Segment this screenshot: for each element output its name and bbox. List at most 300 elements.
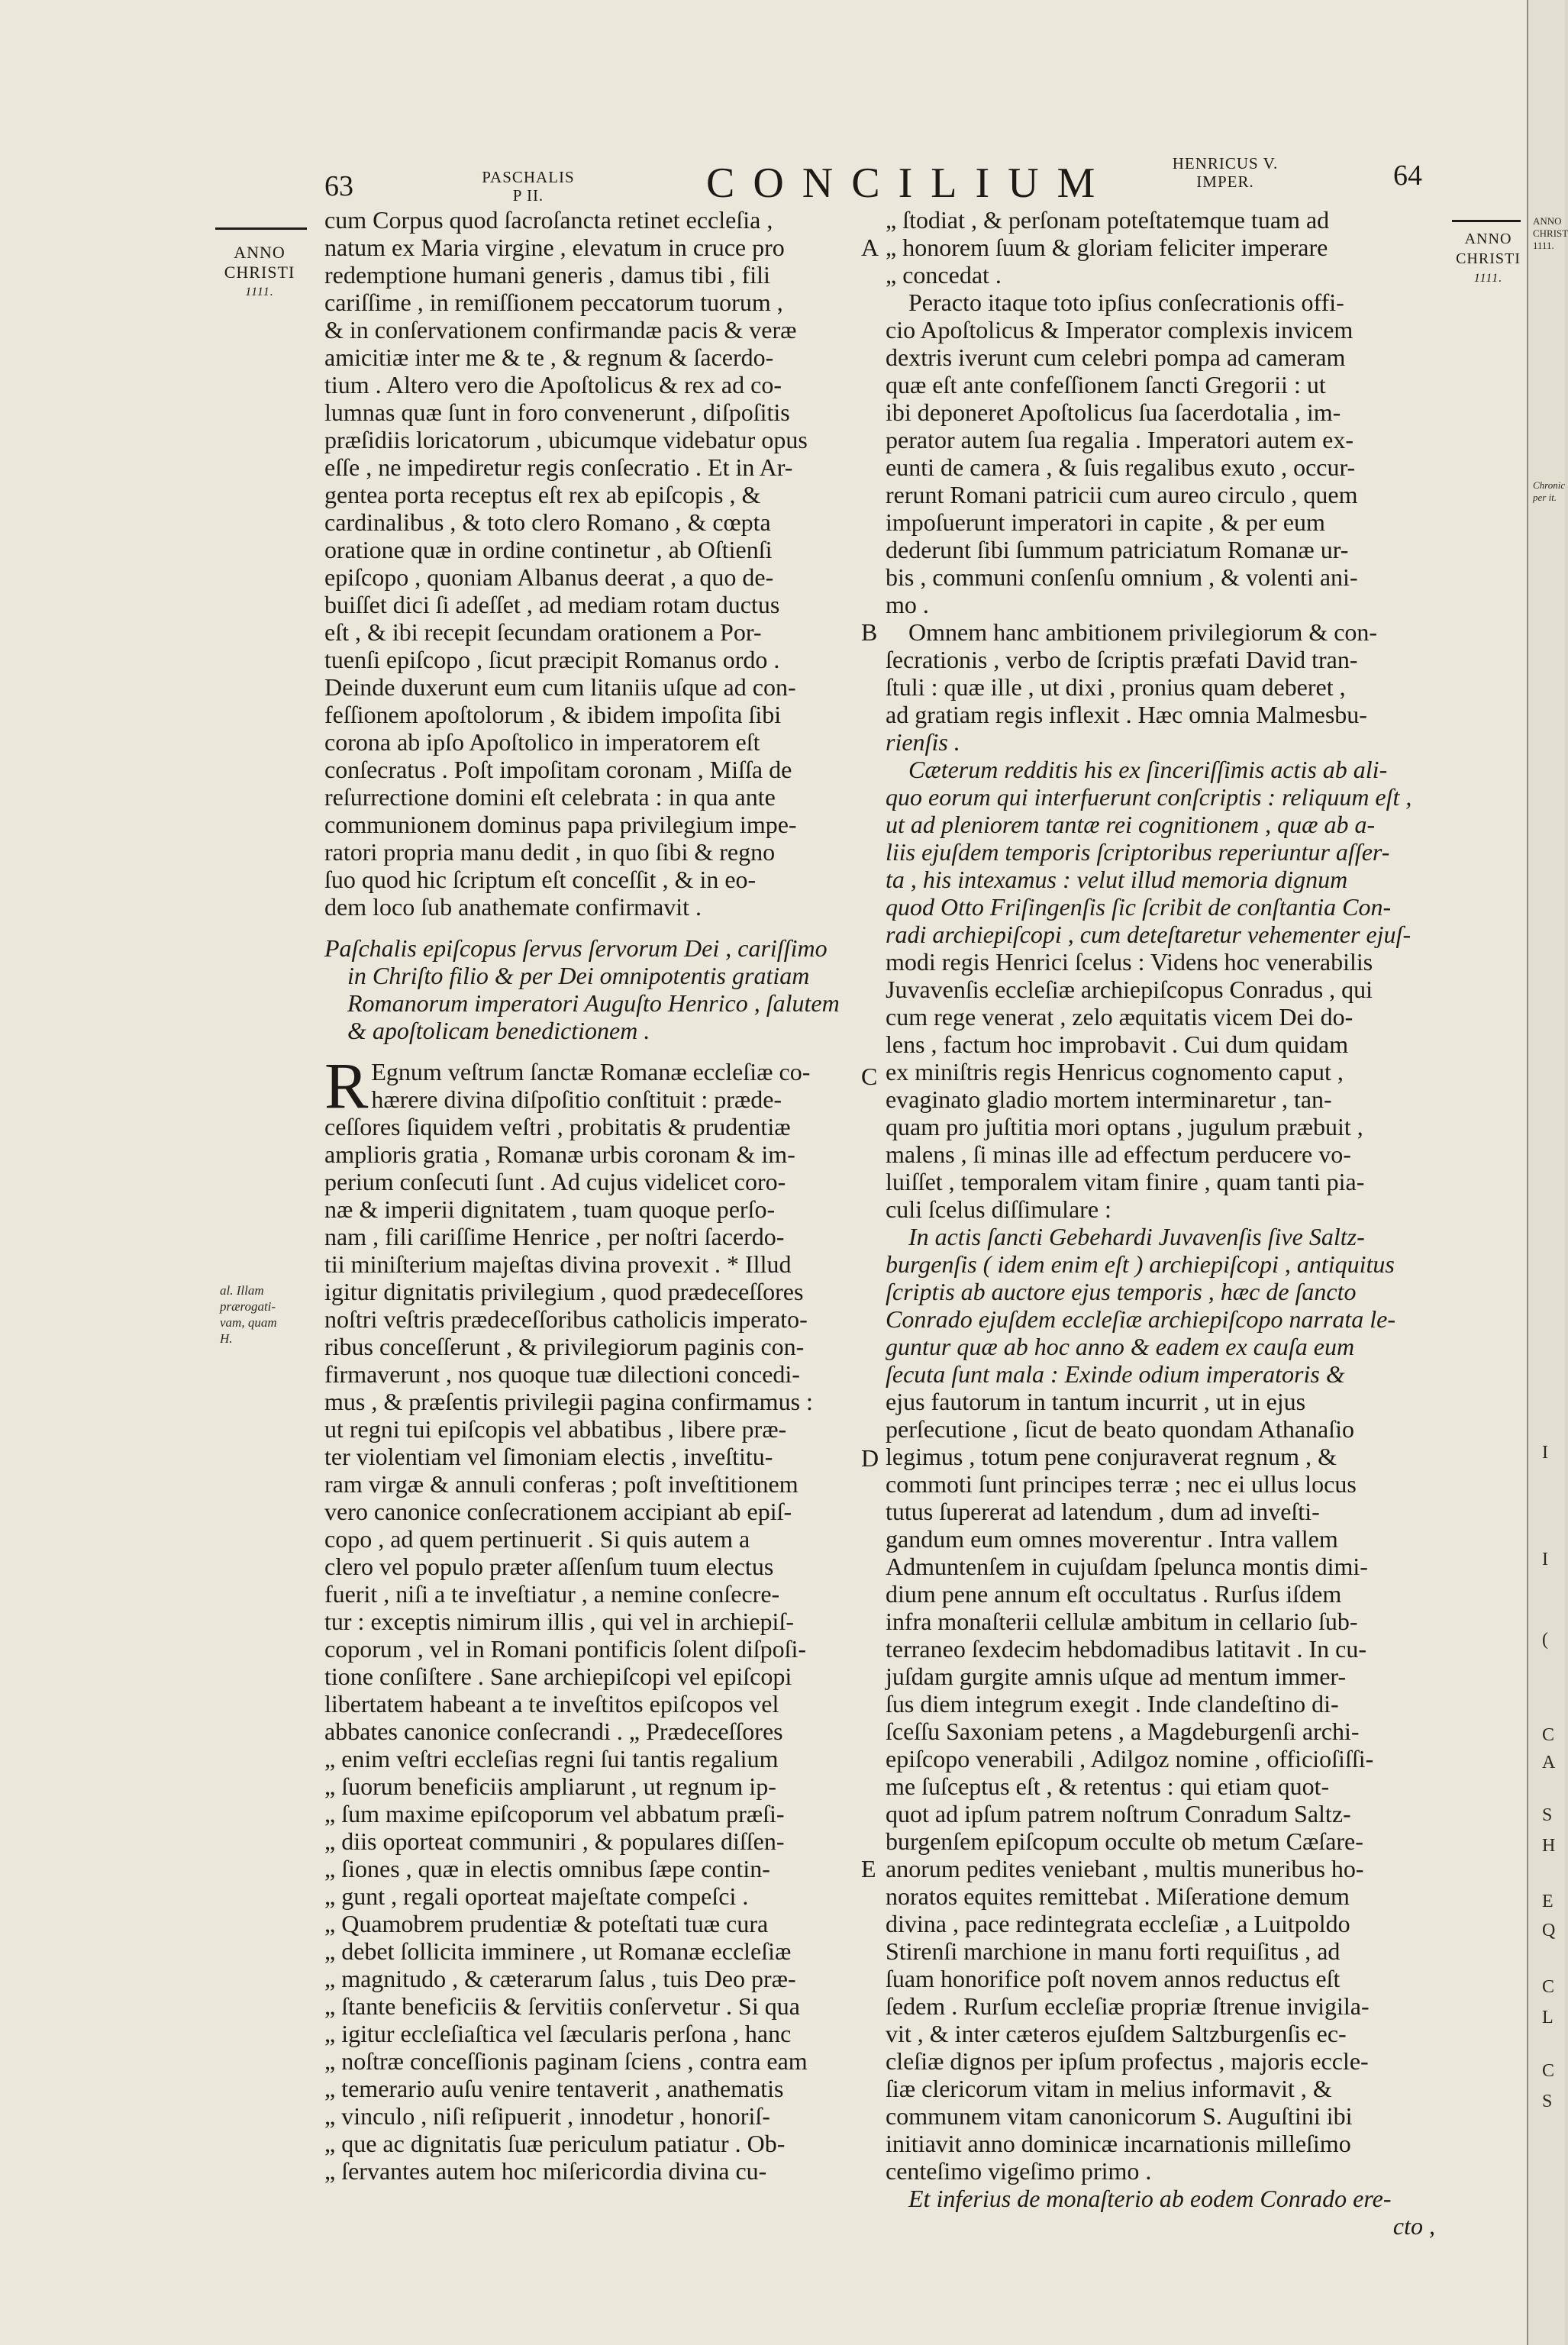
edge-glyph: A: [1542, 1753, 1556, 1772]
text-line-content: corona ab ipſo Apoſtolico in imperatorem eſt: [324, 728, 760, 756]
text-line: [886, 1085, 1435, 1113]
anno-year: 1111.: [245, 285, 274, 298]
text-line-content: quæ eſt ante confeſſionem ſancti Gregorii : ut: [886, 371, 1326, 398]
text-line: [324, 1553, 859, 1580]
text-line: [886, 2047, 1435, 2075]
edge-glyph: L: [1542, 2008, 1553, 2027]
text-line: [886, 2020, 1435, 2047]
text-line: [886, 426, 1435, 453]
text-line-content: ram virgæ & annuli conferas ; poſt inveſtitionem: [324, 1470, 799, 1498]
text-line: [886, 536, 1435, 563]
text-line: [886, 1443, 1435, 1470]
anno-label: ANNO: [1464, 231, 1512, 247]
text-line-content: cariſſime , in remiſſionem peccatorum tuorum ,: [324, 289, 783, 316]
text-line-content: redemptione humani generis , damus tibi , fili: [324, 261, 770, 289]
text-line-content: quo eorum qui interfuerunt conſcriptis : reliquum eſt ,: [886, 783, 1412, 811]
text-line-content: mo .: [886, 591, 929, 618]
text-line-content: tione conſiſtere . Sane archiepiſcopi vel epiſcopi: [324, 1663, 792, 1690]
text-line-content: malens , ſi minas ille ad effectum perducere vo-: [886, 1140, 1351, 1168]
text-line: [886, 1140, 1435, 1168]
text-line: [886, 838, 1435, 866]
text-line: [324, 618, 859, 646]
text-line: [324, 673, 859, 701]
text-line-content: dextris iverunt cum celebri pompa ad cameram: [886, 344, 1346, 371]
text-line-content: conſecratus . Poſt impoſitam coronam , Miſſa de: [324, 756, 792, 783]
text-line-content: lens , factum hoc improbavit . Cui dum quidam: [886, 1031, 1349, 1058]
text-line-content: cardinalibus , & toto clero Romano , & cœpta: [324, 508, 771, 536]
text-line-content: næ & imperii dignitatem , tuam quoque perſo-: [324, 1195, 776, 1223]
anno-christi-left: [214, 243, 305, 302]
text-line: [886, 948, 1435, 976]
text-line: [324, 1305, 859, 1333]
text-line-content: „ ſiones , quæ in electis omnibus ſæpe contin-: [324, 1855, 770, 1882]
text-line: [886, 1827, 1435, 1855]
section-marker-a: A: [861, 234, 879, 261]
text-line-content: Egnum veſtrum ſanctæ Romanæ eccleſiæ co-: [371, 1058, 811, 1085]
text-line-content: Admuntenſem in cujuſdam ſpelunca montis dimi-: [886, 1553, 1368, 1580]
text-line: [886, 1388, 1435, 1415]
text-line-content: commoti ſunt principes terræ ; nec ei ullus locus: [886, 1470, 1357, 1498]
section-marker-e: E: [861, 1855, 876, 1882]
section-marker-b: B: [861, 618, 878, 646]
text-line: [886, 1608, 1435, 1635]
text-line-content: communem vitam canonicorum S. Auguſtini ibi: [886, 2102, 1353, 2130]
text-line: [886, 1278, 1435, 1305]
text-line: [324, 2020, 859, 2047]
text-line: [324, 1772, 859, 1800]
text-line: [324, 536, 859, 563]
text-line: [886, 1882, 1435, 1910]
text-line: [324, 206, 859, 234]
text-line-content: evaginato gladio mortem interminaretur , tan-: [886, 1085, 1332, 1113]
text-line-content: luiſſet , temporalem vitam finire , quam tanti pia-: [886, 1168, 1365, 1195]
text-line-content: „ Quamobrem prudentiæ & poteſtati tuæ cura: [324, 1910, 769, 1937]
edge-glyph: I: [1542, 1443, 1548, 1463]
text-line-content: ibi deponeret Apoſtolicus ſua ſacerdotalia , im-: [886, 398, 1341, 426]
text-line: [886, 811, 1435, 838]
text-line-content: noratos equites remittebat . Miſeratione demum: [886, 1882, 1350, 1910]
text-line-content: ſceſſu Saxoniam petens , a Magdeburgenſi archi-: [886, 1718, 1360, 1745]
text-line-content: initiavit anno dominicæ incarnationis milleſimo: [886, 2130, 1351, 2157]
text-line: [324, 756, 859, 783]
text-line-content: ſuam honorifice poſt novem annos reductus eſt: [886, 1965, 1341, 1992]
text-line: [324, 1745, 859, 1772]
text-line-content: rerunt Romani patricii cum aureo circulo , quem: [886, 481, 1358, 508]
text-line: [324, 453, 859, 481]
text-line: [324, 1910, 859, 1937]
text-line-content: „ ſum maxime epiſcoporum vel abbatum præſi-: [324, 1800, 785, 1827]
text-line: [324, 2047, 859, 2075]
text-line: [886, 1223, 1435, 1250]
text-line-content: dederunt ſibi ſummum patriciatum Romanæ ur-: [886, 536, 1349, 563]
christi-label: CHRISTI: [1456, 250, 1521, 267]
text-line-content: „ ſuorum beneficiis ampliarunt , ut regnum ip-: [324, 1772, 776, 1800]
text-line: [324, 1113, 859, 1140]
text-line: [324, 1882, 859, 1910]
text-line-content: amicitiæ inter me & te , & regnum & ſacerdo-: [324, 344, 774, 371]
text-line-content: tutus ſupererat ad latendum , dum ad inveſti-: [886, 1498, 1320, 1525]
edge-glyph: C: [1542, 2061, 1555, 2081]
text-line-content: abbates canonice conſecrandi . „ Prædeceſſores: [324, 1718, 783, 1745]
text-line-content: tur : exceptis nimirum illis , qui vel in archiepiſ-: [324, 1608, 794, 1635]
text-line-content: „ gunt , regali oporteat majeſtate compeſci .: [324, 1882, 749, 1910]
text-line: [886, 1772, 1435, 1800]
text-line-content: epiſcopo venerabili , Adilgoz nomine , officioſiſſi-: [886, 1745, 1374, 1772]
running-head-left: [467, 168, 589, 205]
text-line-content: Peracto itaque toto ipſius conſecrationis offi-: [908, 289, 1344, 316]
next-page-edge: [1527, 0, 1568, 2345]
text-line: [324, 989, 859, 1017]
text-line-content: dem loco ſub anathemate confirmavit .: [324, 893, 702, 921]
text-line-content: ſedem . Rurſum eccleſiæ propriæ ſtrenue invigila-: [886, 1992, 1370, 2020]
text-line: [886, 1553, 1435, 1580]
text-line-content: tii miniſterium majeſtas divina provexit . * Illud: [324, 1250, 792, 1278]
text-line-content: liis ejuſdem temporis ſcriptoribus reperiuntur aſſer-: [886, 838, 1390, 866]
text-line: [324, 1250, 859, 1278]
text-line: [886, 261, 1435, 289]
text-line-content: igitur dignitatis privilegium , quod prædeceſſores: [324, 1278, 804, 1305]
text-line-content: eſt , & ibi recepit ſecundam orationem a Por-: [324, 618, 762, 646]
text-line: [324, 2075, 859, 2102]
text-line: [324, 1415, 859, 1443]
text-line: [886, 1635, 1435, 1663]
section-marker-c: C: [861, 1063, 878, 1090]
text-line-content: Romanorum imperatori Auguſto Henrico , ſalutem: [347, 989, 840, 1017]
text-line-content: cum Corpus quod ſacroſancta retinet eccleſia ,: [324, 206, 773, 234]
text-line: [886, 1305, 1435, 1333]
text-line: [324, 1470, 859, 1498]
text-line: [324, 866, 859, 893]
text-line: [324, 2157, 859, 2185]
text-line-content: quod Otto Friſingenſis ſic ſcribit de conſtantia Con-: [886, 893, 1392, 921]
text-line-content: Deinde duxerunt eum cum litaniis uſque ad con-: [324, 673, 796, 701]
left-text-column: [324, 206, 859, 2185]
text-line-content: ſiæ clericorum vitam in melius informavit , &: [886, 2075, 1332, 2102]
text-line: [324, 1855, 859, 1882]
text-line-content: radi archiepiſcopi , cum deteſtaretur vehementer ejuſ-: [886, 921, 1412, 948]
text-line-content: & apoſtolicam benedictionem .: [347, 1017, 650, 1044]
text-line: [324, 1827, 859, 1855]
text-line-content: divina , pace redintegrata eccleſiæ , a Luitpoldo: [886, 1910, 1350, 1937]
text-line: [886, 1663, 1435, 1690]
text-line-content: perſecutione , ſicut de beato quondam Athanaſio: [886, 1415, 1355, 1443]
text-line-content: ſcriptis ab auctore ejus temporis , hæc de ſancto: [886, 1278, 1357, 1305]
text-line-content: Conrado ejuſdem eccleſiæ archiepiſcopo narrata le-: [886, 1305, 1396, 1333]
text-line: [886, 1470, 1435, 1498]
text-line: [886, 1058, 1435, 1085]
text-line-content: rienſis .: [886, 728, 960, 756]
section-marker-d: D: [861, 1444, 879, 1472]
note-line: al. Illam: [220, 1283, 264, 1298]
text-line: [886, 1745, 1435, 1772]
text-line-content: terraneo ſexdecim hebdomadibus latitavit . In cu-: [886, 1635, 1366, 1663]
text-line: [886, 316, 1435, 344]
text-line: [886, 2130, 1435, 2157]
running-head-left-line: P II.: [512, 186, 544, 205]
text-line-content: juſdam gurgite amnis uſque ad mentum immer-: [886, 1663, 1347, 1690]
text-line-content: „ temerario auſu venire tentaverit , anathematis: [324, 2075, 784, 2102]
text-line: [886, 2157, 1435, 2185]
text-line-content: coporum , vel in Romani pontificis ſolent diſpoſi-: [324, 1635, 807, 1663]
text-line-content: firmaverunt , nos quoque tuæ dilectioni concedi-: [324, 1360, 800, 1388]
text-line: [324, 481, 859, 508]
text-line: [324, 371, 859, 398]
text-line: [324, 234, 859, 261]
text-line-content: cto ,: [1392, 2212, 1435, 2240]
edge-anno-line: CHRIST: [1533, 227, 1568, 239]
text-line: [886, 1003, 1435, 1031]
text-line-content: Paſchalis epiſcopus ſervus ſervorum Dei , cariſſimo: [324, 934, 828, 962]
text-line-content: me ſuſceptus eſt , & retentus : qui etiam quot-: [886, 1772, 1330, 1800]
edge-glyph: I: [1542, 1550, 1548, 1569]
text-line-content: reſurrectione domini eſt celebrata : in qua ante: [324, 783, 776, 811]
text-line-content: ta , his intexamus : velut illud memoria dignum: [886, 866, 1348, 893]
text-line: [324, 1223, 859, 1250]
text-line: [324, 1965, 859, 1992]
text-line-content: hærere divina diſpoſitio conſtituit : præde-: [371, 1085, 782, 1113]
text-line: [886, 481, 1435, 508]
text-line: [886, 2075, 1435, 2102]
text-line: [886, 1250, 1435, 1278]
christi-label: CHRISTI: [224, 263, 295, 282]
text-line-content: perium conſecuti ſunt . Ad cujus videlicet coro-: [324, 1168, 786, 1195]
text-line-content: clero vel populo præter aſſenſum tuum electus: [324, 1553, 774, 1580]
text-line-content: gentea porta receptus eſt rex ab epiſcopis , &: [324, 481, 761, 508]
text-line: [324, 646, 859, 673]
text-line-content: ter violentiam vel ſimoniam electis , inveſtitu-: [324, 1443, 773, 1470]
text-line-content: gandum eum omnes moverentur . Intra vallem: [886, 1525, 1338, 1553]
text-line-content: buiſſet dici ſi adeſſet , ad mediam rotam ductus: [324, 591, 780, 618]
text-line: [886, 1333, 1435, 1360]
margin-rule-left: [215, 227, 307, 230]
text-line-content: Juvavenſis eccleſiæ archiepiſcopus Conradus , qui: [886, 976, 1373, 1003]
text-line: [886, 1800, 1435, 1827]
text-line-content: eſſe , ne impediretur regis conſecratio . Et in Ar-: [324, 453, 793, 481]
text-line: [886, 1855, 1435, 1882]
text-line-content: oratione quæ in ordine continetur , ab Oſtienſi: [324, 536, 773, 563]
text-line: [886, 1992, 1435, 2020]
text-line: [324, 1937, 859, 1965]
text-line: [324, 508, 859, 536]
text-line: [886, 1113, 1435, 1140]
text-line: [886, 289, 1435, 316]
text-line-content: Stirenſi marchione in manu forti requiſitus , ad: [886, 1937, 1341, 1965]
text-line-content: ſuo quod hic ſcriptum eſt conceſſit , & in eo-: [324, 866, 757, 893]
edge-glyph: S: [1542, 1805, 1553, 1825]
text-line-content: feſſionem apoſtolorum , & ibidem impoſita ſibi: [324, 701, 782, 728]
text-line: [324, 934, 859, 962]
text-line: [886, 2102, 1435, 2130]
text-line-content: „ ſervantes autem hoc miſericordia divina cu-: [324, 2157, 767, 2185]
text-line-content: cum rege venerat , zelo æquitatis vicem Dei do-: [886, 1003, 1353, 1031]
drop-cap: R: [324, 1049, 369, 1122]
text-line-content: præſidiis loricatorum , ubicumque videbatur opus: [324, 426, 808, 453]
text-line: [886, 618, 1435, 646]
edge-glyph: (: [1542, 1630, 1548, 1650]
edge-glyph: Q: [1542, 1921, 1556, 1940]
text-line-content: tium . Altero vero die Apoſtolicus & rex ad co-: [324, 371, 782, 398]
text-line-content: ſecrationis , verbo de ſcriptis præfati David tran-: [886, 646, 1358, 673]
text-line: [886, 234, 1435, 261]
text-line: [324, 1663, 859, 1690]
text-line: [324, 1635, 859, 1663]
text-line: [324, 591, 859, 618]
note-line: H.: [220, 1331, 233, 1346]
right-text-column: [886, 206, 1435, 2240]
text-line-content: eunti de camera , & ſuis regalibus exuto , occur-: [886, 453, 1356, 481]
edge-anno-line: 1111.: [1533, 240, 1554, 251]
text-line: [324, 563, 859, 591]
text-line-content: ut ad pleniorem tantæ rei cognitionem , quæ ab a-: [886, 811, 1376, 838]
text-line: [886, 563, 1435, 591]
text-line: [324, 1580, 859, 1608]
text-line-content: Cæterum redditis his ex ſinceriſſimis actis ab ali-: [908, 756, 1388, 783]
text-line: [886, 371, 1435, 398]
paragraph-gap: [324, 1044, 859, 1058]
text-line-content: quot ad ipſum patrem noſtrum Conradum Saltz-: [886, 1800, 1351, 1827]
text-line: [886, 783, 1435, 811]
text-line: [886, 893, 1435, 921]
text-line: [324, 1608, 859, 1635]
text-line: [886, 673, 1435, 701]
text-line-content: ut regni tui epiſcopis vel abbatibus , libere præ-: [324, 1415, 787, 1443]
text-line-content: guntur quæ ab hoc anno & eadem ex cauſa eum: [886, 1333, 1355, 1360]
text-line: [886, 976, 1435, 1003]
text-line-content: bis , communi conſenſu omnium , & volenti ani-: [886, 563, 1358, 591]
text-line: [886, 344, 1435, 371]
text-line: [324, 1443, 859, 1470]
text-line-content: cleſiæ dignos per ipſum profectus , majoris eccle-: [886, 2047, 1369, 2075]
text-line-content: noſtri veſtris prædeceſſoribus catholicis imperato-: [324, 1305, 808, 1333]
text-line: [886, 1965, 1435, 1992]
text-line-content: „ noſtræ conceſſionis paginam ſciens , contra eam: [324, 2047, 808, 2075]
text-line-content: perator autem ſua regalia . Imperatori autem ex-: [886, 426, 1354, 453]
text-line-content: lumnas quæ ſunt in foro convenerunt , diſpoſitis: [324, 398, 790, 426]
text-line-content: anorum pedites veniebant , multis muneribus ho-: [886, 1855, 1364, 1882]
text-line-content: Et inferius de monaſterio ab eodem Conrado ere-: [908, 2185, 1392, 2212]
text-line: [886, 1937, 1435, 1965]
edge-anno: [1533, 215, 1568, 252]
text-line-content: „ vinculo , niſi reſipuerit , innodetur , honoriſ-: [324, 2102, 770, 2130]
text-line: [324, 962, 859, 989]
text-line-content: ſtuli : quæ ille , ut dixi , pronius quam deberet ,: [886, 673, 1346, 701]
text-line-content: ceſſores ſiquidem veſtri , probitatis & prudentiæ: [324, 1113, 791, 1140]
text-line-content: In actis ſancti Gebehardi Juvavenſis ſive Saltz-: [908, 1223, 1365, 1250]
text-line: [886, 591, 1435, 618]
text-line-content: modi regis Henrici ſcelus : Videns hoc venerabilis: [886, 948, 1373, 976]
text-line: [324, 1690, 859, 1718]
text-line: [886, 1195, 1435, 1223]
edge-glyph: E: [1542, 1892, 1553, 1911]
text-line: [324, 1195, 859, 1223]
text-line-content: „ debet ſollicita imminere , ut Romanæ eccleſiæ: [324, 1937, 792, 1965]
text-line-content: communionem dominus papa privilegium impe-: [324, 811, 797, 838]
text-line: [324, 783, 859, 811]
text-line-content: quam pro juſtitia mori optans , jugulum præbuit ,: [886, 1113, 1363, 1140]
variant-reading-note: [220, 1282, 311, 1347]
text-line: [886, 1580, 1435, 1608]
text-line-content: & in conſervationem confirmandæ pacis & veræ: [324, 316, 797, 344]
text-line: [324, 811, 859, 838]
text-line: [886, 866, 1435, 893]
margin-rule-right: [1452, 220, 1521, 222]
text-line-content: infra monaſterii cellulæ ambitum in cellario ſub-: [886, 1608, 1358, 1635]
text-line-content: cio Apoſtolicus & Imperator complexis invicem: [886, 316, 1353, 344]
page-number-left: 63: [324, 170, 353, 202]
text-line-content: ejus fautorum in tantum incurrit , ut in ejus: [886, 1388, 1306, 1415]
text-line-content: centeſimo vigeſimo primo .: [886, 2157, 1152, 2185]
text-line: [886, 756, 1435, 783]
text-line: [886, 646, 1435, 673]
text-line: [886, 1910, 1435, 1937]
text-line: [886, 728, 1435, 756]
edge-glyph: C: [1542, 1977, 1555, 1997]
text-line-content: in Chriſto filio & per Dei omnipotentis gratiam: [347, 962, 810, 989]
running-head-right-line: IMPER.: [1196, 173, 1254, 191]
text-line: [886, 1415, 1435, 1443]
text-line: [324, 893, 859, 921]
text-line-content: ex miniſtris regis Henricus cognomento caput ,: [886, 1058, 1344, 1085]
text-line-content: impoſuerunt imperatori in capite , & per eum: [886, 508, 1325, 536]
text-line-content: amplioris gratia , Romanæ urbis coronam & im-: [324, 1140, 795, 1168]
text-line-content: copo , ad quem pertinuerit . Si quis autem a: [324, 1525, 750, 1553]
running-head-right: [1141, 154, 1309, 191]
text-line: [886, 1718, 1435, 1745]
text-line: [886, 398, 1435, 426]
text-line-content: ad gratiam regis inflexit . Hæc omnia Malmesbu-: [886, 701, 1367, 728]
text-line: [886, 1031, 1435, 1058]
text-line: [324, 1017, 859, 1044]
text-line: [324, 1525, 859, 1553]
text-line: [886, 1690, 1435, 1718]
text-line: [324, 728, 859, 756]
text-line: [886, 1360, 1435, 1388]
text-line-content: epiſcopo , quoniam Albanus deerat , a quo de-: [324, 563, 774, 591]
text-line-content: vit , & inter cæteros ejuſdem Saltzburgenſis ec-: [886, 2020, 1347, 2047]
text-line: [324, 1388, 859, 1415]
text-line-content: burgenſem epiſcopum occulte ob metum Cæſare-: [886, 1827, 1363, 1855]
text-line: [324, 1140, 859, 1168]
text-line: [324, 1278, 859, 1305]
text-line: [886, 2212, 1435, 2240]
paragraph-gap: [324, 921, 859, 934]
text-line: [324, 398, 859, 426]
note-line: vam, quam: [220, 1315, 277, 1330]
edge-note: [1533, 479, 1565, 504]
text-line-content: Omnem hanc ambitionem privilegiorum & con-: [908, 618, 1378, 646]
running-head-right-line: HENRICUS V.: [1172, 154, 1279, 173]
text-line: [324, 838, 859, 866]
text-line-content: „ igitur eccleſiaſtica vel ſæcularis perſona , hanc: [324, 2020, 792, 2047]
text-line: [324, 2130, 859, 2157]
text-line-content: ribus conceſſerunt , & privilegiorum paginis con-: [324, 1333, 805, 1360]
edge-glyph: C: [1542, 1725, 1555, 1745]
text-line-content: tuenſi epiſcopo , ſicut præcipit Romanus ordo .: [324, 646, 780, 673]
text-line: [324, 2102, 859, 2130]
text-line-content: dium pene annum eſt occultatus . Rurſus iſdem: [886, 1580, 1342, 1608]
page-title: CONCILIUM: [706, 160, 1114, 207]
text-line-content: „ enim veſtri eccleſias regni ſui tantis regalium: [324, 1745, 779, 1772]
text-line: [324, 1085, 859, 1113]
text-line: [324, 1992, 859, 2020]
text-line: [886, 453, 1435, 481]
text-line: [324, 1058, 859, 1085]
text-line-content: „ diis oporteat communiri , & populares diſſen-: [324, 1827, 785, 1855]
text-line: [324, 289, 859, 316]
text-line: [324, 1718, 859, 1745]
text-line-content: „ ſtodiat , & perſonam poteſtatemque tuam ad: [886, 206, 1330, 234]
anno-year: 1111.: [1473, 272, 1503, 285]
